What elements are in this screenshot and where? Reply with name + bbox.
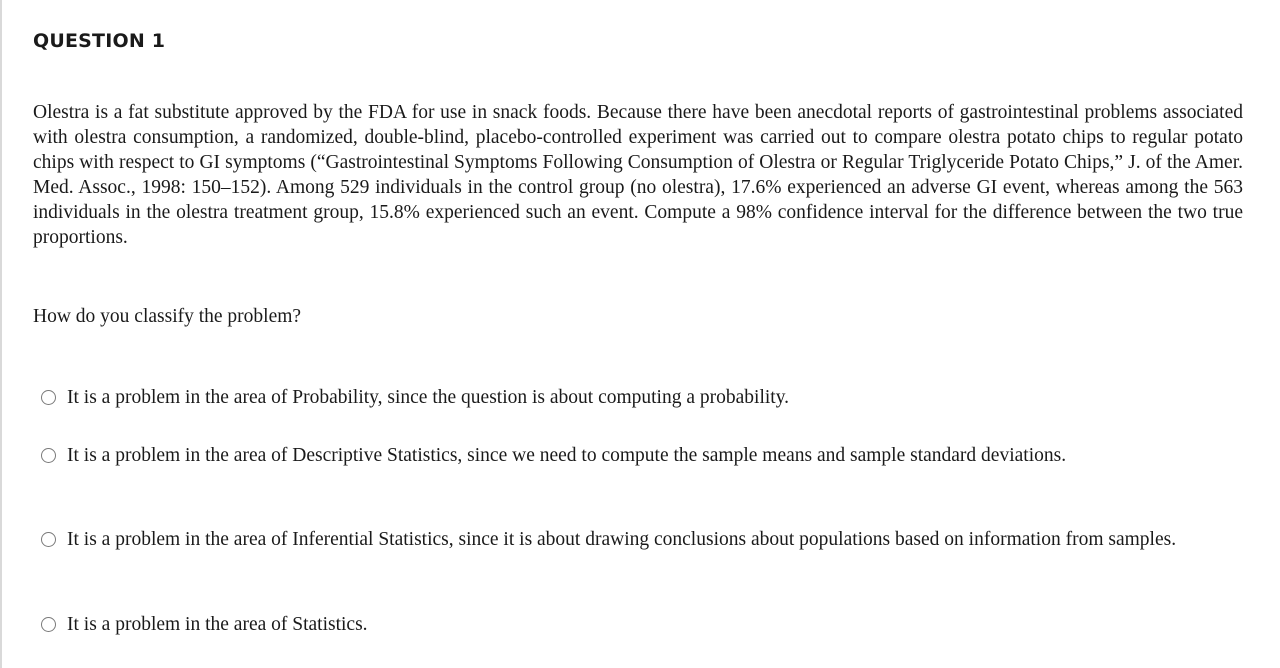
radio-button[interactable]: [41, 532, 56, 547]
radio-button[interactable]: [41, 617, 56, 632]
option-label: It is a problem in the area of Inferential Statistics, since it is about drawing conclusions about populations based on information from samples.: [67, 529, 1177, 550]
option-label: It is a problem in the area of Statistics.: [67, 614, 368, 635]
option-label: It is a problem in the area of Probability, since the question is about computing a probability.: [67, 387, 790, 408]
question-title: QUESTION 1: [33, 30, 166, 52]
question-prompt: How do you classify the problem?: [33, 306, 302, 327]
left-border: [0, 0, 2, 668]
answer-option-inferential-statistics[interactable]: [41, 526, 1227, 554]
answer-option-descriptive-statistics[interactable]: [41, 442, 1227, 470]
option-label: It is a problem in the area of Descriptive Statistics, since we need to compute the sample means and sample standard deviations.: [67, 445, 1067, 466]
radio-button[interactable]: [41, 448, 56, 463]
answer-option-probability[interactable]: [41, 384, 1227, 412]
question-text: Olestra is a fat substitute approved by the FDA for use in snack foods. Because there have been anecdotal reports of gastrointestinal problems associated with olestra consumption, a randomized, double-blind, placebo-controlled experiment was carried out to compare olestra potato chips to regular potato chips with respect to GI symptoms (“Gastrointestinal Symptoms Following Consumption of Olestra or Regular Triglyceride Potato Chips,” J. of the Amer. Med. Assoc., 1998: 150–152). Among 529 individuals in the control group (no olestra), 17.6% experienced an adverse GI event, whereas among the 563 individuals in the olestra treatment group, 15.8% experienced such an event. Compute a 98% confidence interval for the difference between the two true proportions.: [33, 102, 1243, 248]
radio-button[interactable]: [41, 390, 56, 405]
answer-option-statistics[interactable]: [41, 611, 1227, 639]
